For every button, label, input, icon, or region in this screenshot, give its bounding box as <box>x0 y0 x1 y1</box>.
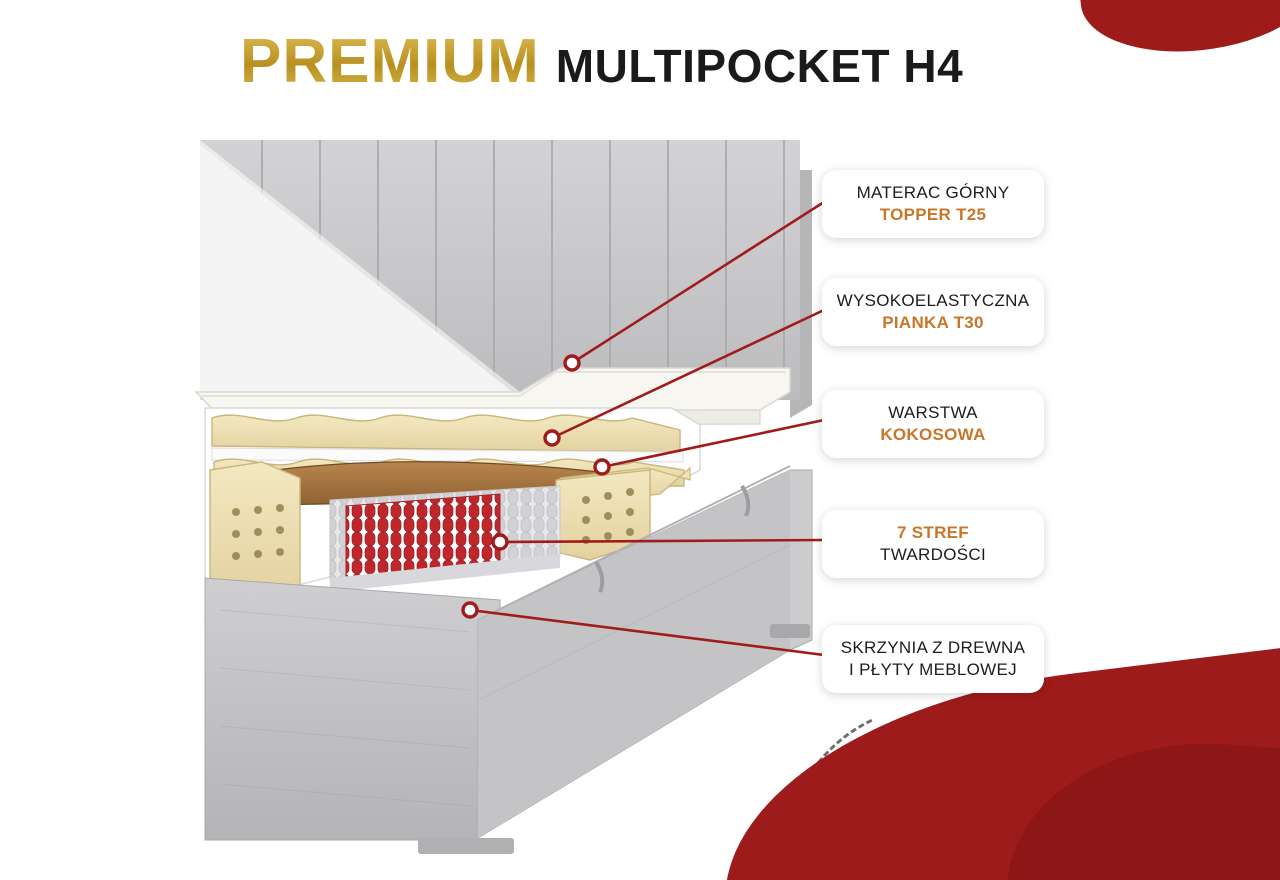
callout-coir-line1: WARSTWA <box>888 403 978 422</box>
callout-box-line1: SKRZYNIA Z DREWNA <box>840 638 1026 657</box>
callout-topper[interactable] <box>822 170 1044 238</box>
callout-coir-line2: KOKOSOWA <box>880 424 986 444</box>
callout-coir[interactable] <box>822 390 1044 458</box>
title-model: MULTIPOCKET H4 <box>555 40 964 92</box>
callout-zones[interactable] <box>822 510 1044 578</box>
callout-foam-line1: WYSOKOELASTYCZNA <box>836 291 1030 310</box>
title-premium: PREMIUM <box>240 27 540 96</box>
callout-box-line2: I PŁYTY MEBLOWEJ <box>849 659 1017 679</box>
callout-box[interactable] <box>822 625 1044 693</box>
callout-zones-line2: TWARDOŚCI <box>880 544 986 564</box>
callout-topper-line1: MATERAC GÓRNY <box>856 183 1010 202</box>
callout-foam-line2: PIANKA T30 <box>882 312 984 332</box>
callout-zones-line1: 7 STREF <box>896 523 969 542</box>
callout-topper-line2: TOPPER T25 <box>879 204 987 224</box>
callout-foam[interactable] <box>822 278 1044 346</box>
